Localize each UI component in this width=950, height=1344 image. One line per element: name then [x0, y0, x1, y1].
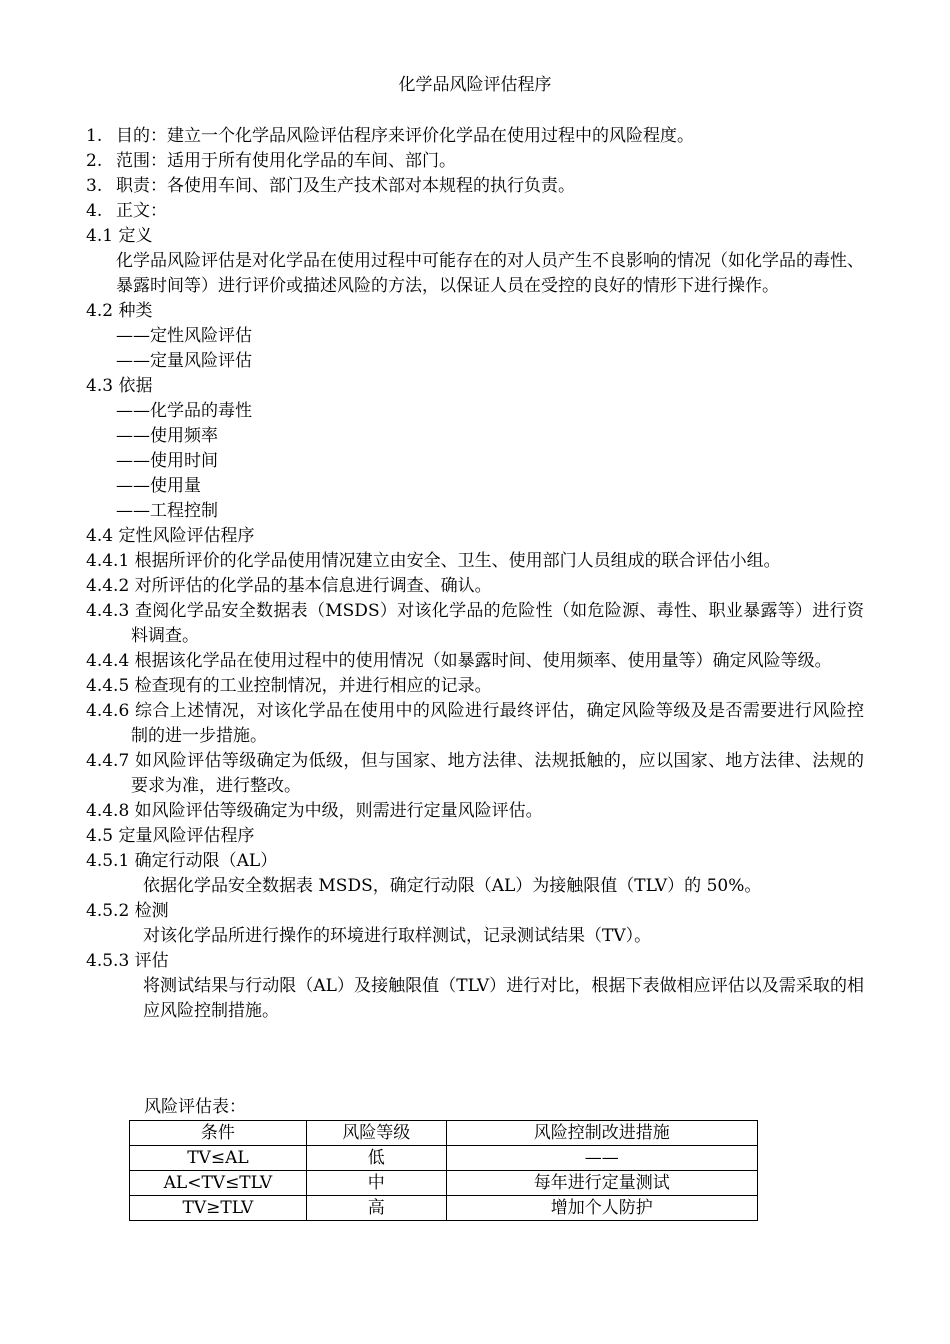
- section-heading-4-5: 4.5 定量风险评估程序: [86, 826, 255, 846]
- section-heading-4-4: 4.4 定性风险评估程序: [86, 526, 255, 546]
- item-text: 范围：适用于所有使用化学品的车间、部门。: [116, 151, 456, 171]
- item-text: 正文：: [116, 201, 167, 221]
- basis-item: ——使用时间: [116, 451, 218, 471]
- list-item-purpose: [86, 124, 864, 149]
- header-cell-risk-level: 风险等级: [306, 1121, 446, 1146]
- procedure-step: 4.4.2 对所评估的化学品的基本信息进行调查、确认。: [86, 576, 492, 596]
- type-item: ——定量风险评估: [116, 351, 252, 371]
- table-cell: ——: [446, 1146, 757, 1171]
- section-heading-4-2: 4.2 种类: [86, 301, 153, 321]
- risk-assessment-table: [129, 1120, 758, 1221]
- basis-item: ——工程控制: [116, 501, 218, 521]
- detection-paragraph: 对该化学品所进行操作的环境进行取样测试，记录测试结果（TV）。: [143, 926, 652, 946]
- section-heading-4-1: 4.1 定义: [86, 226, 153, 246]
- basis-item: ——使用量: [116, 476, 201, 496]
- list-item-duty: [86, 174, 864, 199]
- item-number: 2.: [86, 151, 103, 171]
- procedure-step: 4.4.1 根据所评价的化学品使用情况建立由安全、卫生、使用部门人员组成的联合评估小组。: [86, 551, 781, 571]
- basis-item: ——使用频率: [116, 426, 218, 446]
- action-limit-paragraph: 依据化学品安全数据表 MSDS，确定行动限（AL）为接触限值（TLV）的 50%。: [143, 876, 762, 896]
- list-item-main: [86, 199, 864, 224]
- table-cell: TV≤AL: [130, 1146, 307, 1171]
- table-row: [130, 1196, 758, 1221]
- subsection-heading-4-5-2: 4.5.2 检测: [86, 901, 169, 921]
- item-number: 4.: [86, 201, 103, 221]
- table-cell: 低: [306, 1146, 446, 1171]
- procedure-step: 4.4.7 如风险评估等级确定为低级，但与国家、地方法律、法规抵触的，应以国家、地方法律、法规的要求为准，进行整改。: [86, 751, 864, 796]
- item-text: 职责：各使用车间、部门及生产技术部对本规程的执行负责。: [116, 176, 575, 196]
- subsection-heading-4-5-3: 4.5.3 评估: [86, 951, 169, 971]
- evaluation-paragraph: 将测试结果与行动限（AL）及接触限值（TLV）进行对比，根据下表做相应评估以及需采取的相应风险控制措施。: [143, 976, 864, 1021]
- table-cell: 增加个人防护: [446, 1196, 757, 1221]
- table-row: [130, 1171, 758, 1196]
- document-body: [86, 124, 864, 1024]
- table-cell: 高: [306, 1196, 446, 1221]
- table-cell: AL<TV≤TLV: [130, 1171, 307, 1196]
- procedure-step: 4.4.6 综合上述情况，对该化学品在使用中的风险进行最终评估，确定风险等级及是否需要进行风险控制的进一步措施。: [86, 701, 864, 746]
- procedure-step: 4.4.3 查阅化学品安全数据表（MSDS）对该化学品的危险性（如危险源、毒性、职业暴露等）进行资料调查。: [86, 601, 864, 646]
- procedure-step: 4.4.4 根据该化学品在使用过程中的使用情况（如暴露时间、使用频率、使用量等）确定风险等级。: [86, 651, 832, 671]
- definition-paragraph: 化学品风险评估是对化学品在使用过程中可能存在的对人员产生不良影响的情况（如化学品的毒性、暴露时间等）进行评价或描述风险的方法，以保证人员在受控的良好的情形下进行操作。: [116, 251, 864, 296]
- header-cell-condition: 条件: [130, 1121, 307, 1146]
- item-number: 1.: [86, 126, 103, 146]
- list-item-scope: [86, 149, 864, 174]
- section-heading-4-3: 4.3 依据: [86, 376, 153, 396]
- type-item: ——定性风险评估: [116, 326, 252, 346]
- procedure-step: 4.4.5 检查现有的工业控制情况，并进行相应的记录。: [86, 676, 492, 696]
- table-caption: 风险评估表：: [144, 1097, 246, 1117]
- item-text: 目的：建立一个化学品风险评估程序来评价化学品在使用过程中的风险程度。: [116, 126, 694, 146]
- table-cell: 中: [306, 1171, 446, 1196]
- basis-item: ——化学品的毒性: [116, 401, 252, 421]
- table-cell: TV≥TLV: [130, 1196, 307, 1221]
- document-title: 化学品风险评估程序: [398, 75, 552, 95]
- table-row: [130, 1146, 758, 1171]
- table-header-row: [130, 1121, 758, 1146]
- procedure-step: 4.4.8 如风险评估等级确定为中级，则需进行定量风险评估。: [86, 801, 543, 821]
- item-number: 3.: [86, 176, 103, 196]
- header-cell-control-measures: 风险控制改进措施: [446, 1121, 757, 1146]
- subsection-heading-4-5-1: 4.5.1 确定行动限（AL）: [86, 851, 278, 871]
- table-cell: 每年进行定量测试: [446, 1171, 757, 1196]
